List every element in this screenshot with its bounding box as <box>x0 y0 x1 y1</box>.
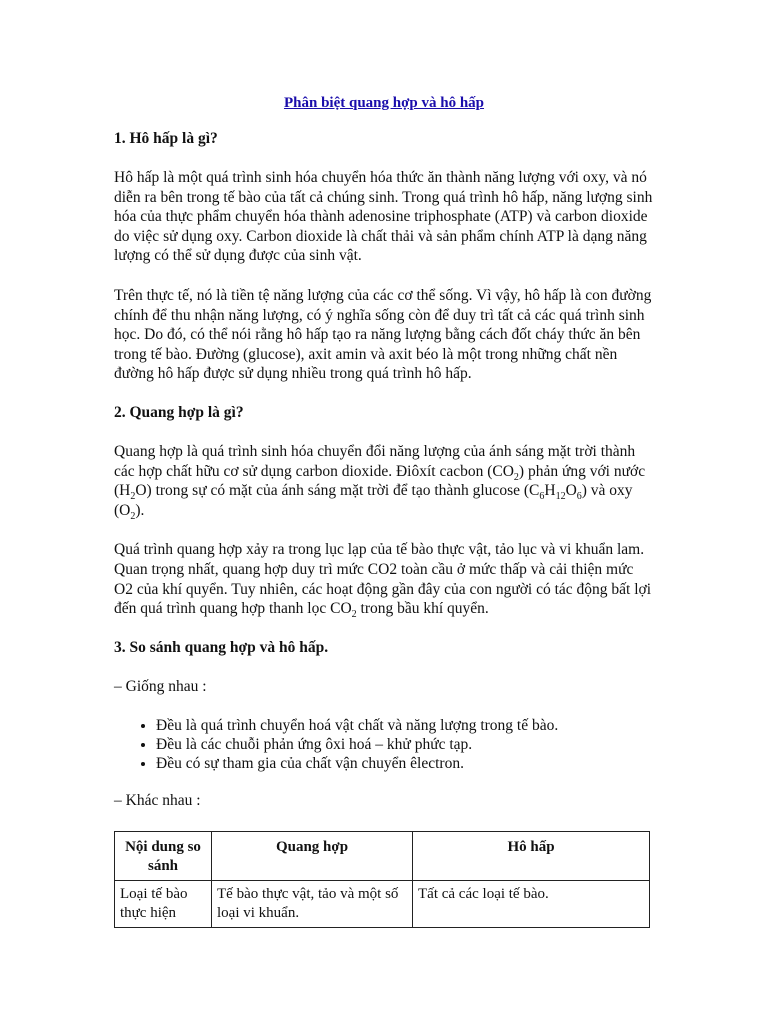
table-cell: Tất cả các loại tế bào. <box>413 880 650 927</box>
section-heading-respiration: 1. Hô hấp là gì? <box>114 130 218 147</box>
list-item: • Đều có sự tham gia của chất vận chuyển êlectron. <box>156 754 654 773</box>
table-row <box>115 880 650 927</box>
document-body <box>114 130 654 928</box>
paragraph-photosynthesis-location: Quá trình quang hợp xảy ra trong lục lạp của tế bào thực vật, tảo lục và vi khuẩn lam. Quan trọng nhất, quang hợp duy trì mức CO2 toàn cầu ở mức thấp và cải thiện mức O2 của khí quyển. Tuy nhiên, các hoạt động gần đây của con người có tác động bất lợi đến quá trình quang hợp thanh lọc $CO_2$ trong bầu khí quyển. <box>114 541 652 621</box>
table-header-row <box>115 831 650 880</box>
section-heading-photosynthesis: 2. Quang hợp là gì? <box>114 403 244 421</box>
table-header-cell: Quang hợp <box>212 831 413 880</box>
paragraph-photosynthesis-definition: Quang hợp là quá trình sinh hóa chuyển đổi năng lượng của ánh sáng mặt trời thành các hợp chất hữu cơ sử dụng carbon dioxide. Điôxít cacbon $(CO_2)$ phản ứng với nước $(H_2O)$ trong sự có mặt của ánh sáng mặt trời để tạo thành glucose $(C_6H_{12}O_6)$ và oxy $(O_2)$. <box>114 442 646 522</box>
title-link[interactable]: Phân biệt quang hợp và hô hấp <box>283 95 485 111</box>
table-header-cell: Hô hấp <box>413 831 650 880</box>
comparison-table <box>114 831 650 928</box>
list-item: • Đều là các chuỗi phản ứng ôxi hoá – khử phức tạp. <box>156 735 654 754</box>
similar-list <box>114 716 654 773</box>
similar-label: – Giống nhau : <box>114 677 207 695</box>
paragraph: Hô hấp là một quá trình sinh hóa chuyển hóa thức ăn thành năng lượng với oxy, và nó diễn ra bên trong tế bào của tất cả chúng sinh. Trong quá trình hô hấp, năng lượng sinh hóa của thực phẩm chuyển hóa thành adenosine triphosphate (ATP) và carbon dioxide do việc sử dụng oxy. Carbon dioxide là chất thải và sản phẩm chính ATP là dạng năng lượng có thể sử dụng được của sinh vật. <box>114 169 653 265</box>
different-label: – Khác nhau : <box>114 792 201 810</box>
table-header-cell: Nội dung so sánh <box>115 831 212 880</box>
list-item: • Đều là quá trình chuyển hoá vật chất và năng lượng trong tế bào. <box>156 716 654 735</box>
table-cell: Loại tế bào thực hiện <box>115 880 212 927</box>
section-heading-comparison: 3. So sánh quang hợp và hô hấp. <box>114 638 329 656</box>
document-title <box>0 94 768 112</box>
table-cell: Tế bào thực vật, tảo và một số loại vi khuẩn. <box>212 880 413 927</box>
paragraph: Trên thực tế, nó là tiền tệ năng lượng của các cơ thể sống. Vì vậy, hô hấp là con đường chính để thu nhận năng lượng, có ý nghĩa sống còn để duy trì tất cả các quá trình sinh học. Do đó, có thể nói rằng hô hấp tạo ra năng lượng bằng cách đốt cháy thức ăn bên trong tế bào. Đường (glucose), axit amin và axit béo là một trong những chất nền đường hô hấp được sử dụng nhiều trong quá trình hô hấp. <box>114 286 652 383</box>
